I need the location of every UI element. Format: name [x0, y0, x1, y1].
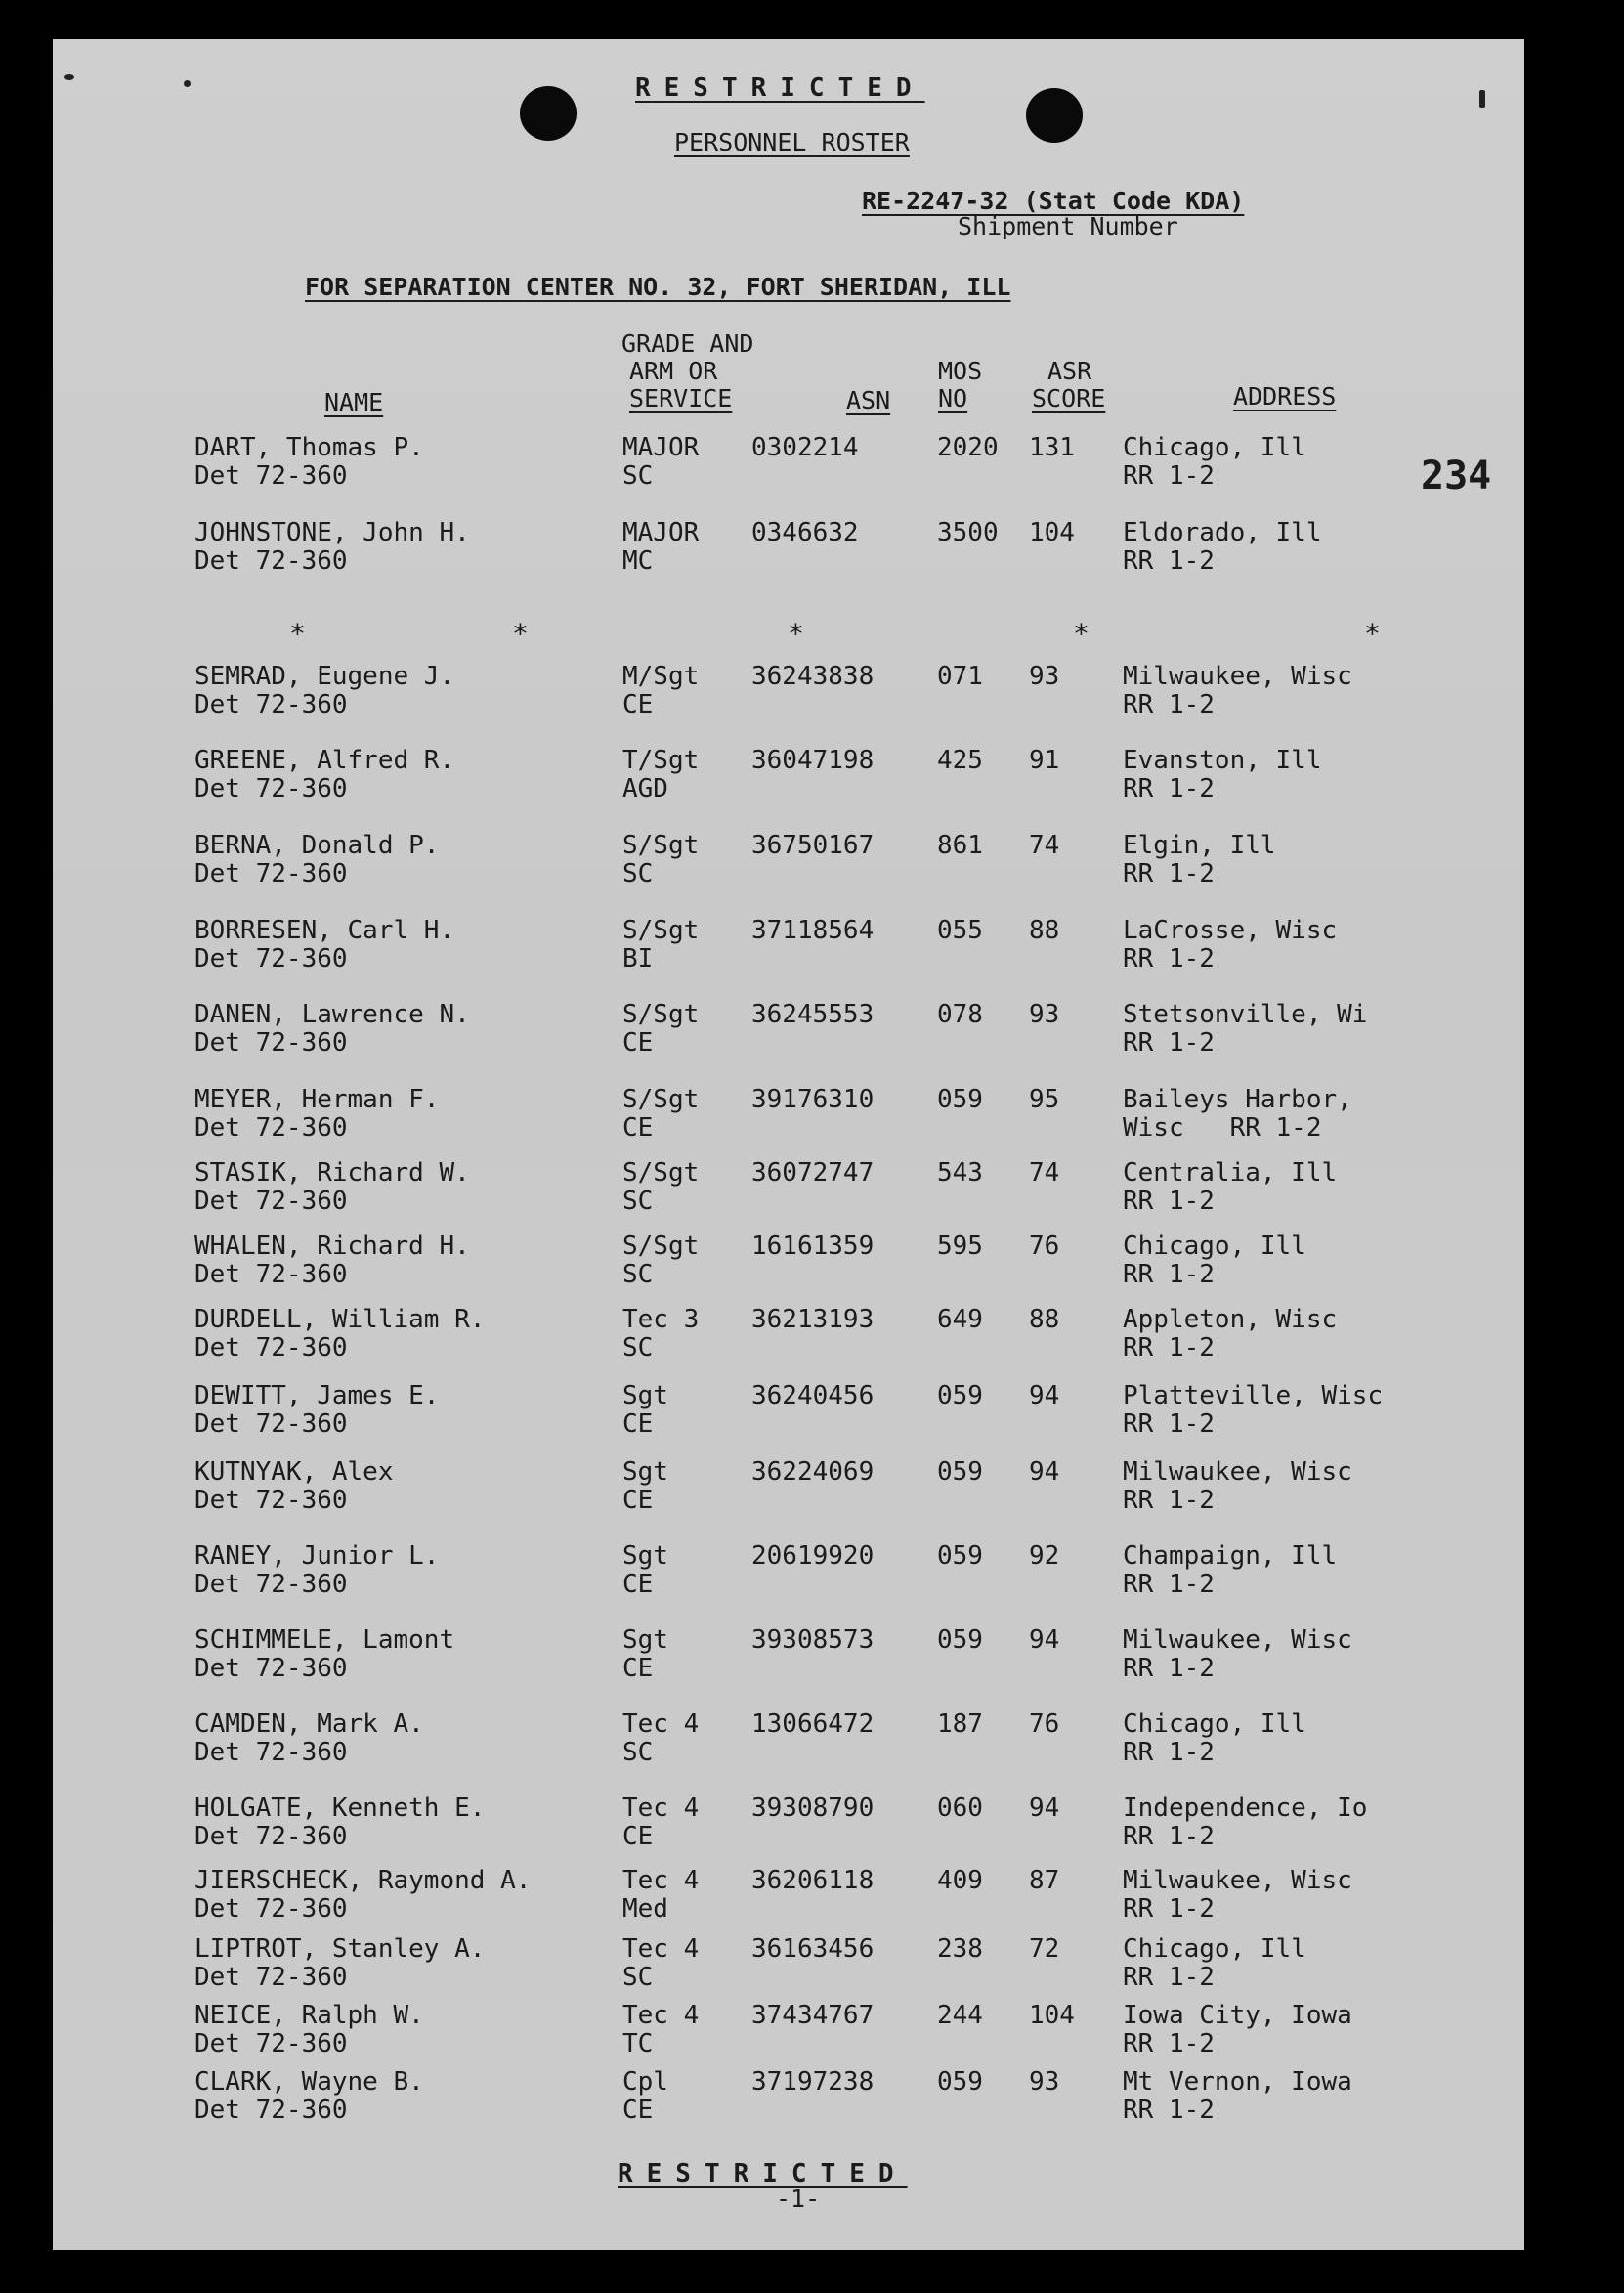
service: TC [622, 2029, 654, 2058]
grade: S/Sgt [622, 1085, 700, 1114]
mos-number: 059 [937, 1625, 983, 1655]
header-asn: ASN [846, 386, 891, 414]
address-line2: RR 1-2 [1123, 546, 1215, 576]
asr-score: 87 [1029, 1866, 1060, 1895]
roster-row [53, 1306, 1524, 1384]
unit: Det 72-360 [194, 690, 348, 719]
person-name: STASIK, Richard W. [194, 1158, 470, 1188]
asr-score: 94 [1029, 1625, 1060, 1655]
service: AGD [622, 774, 668, 803]
asn: 36750167 [751, 831, 875, 860]
staple-mark-right [1479, 90, 1485, 108]
unit: Det 72-360 [194, 1738, 348, 1767]
mos-number: 595 [937, 1232, 983, 1261]
address-line1: Independence, Io [1123, 1794, 1368, 1823]
roster-row [53, 917, 1524, 995]
address-line2: RR 1-2 [1123, 2029, 1215, 2058]
mos-number: 059 [937, 1381, 983, 1410]
asn: 0302214 [751, 433, 859, 462]
asn: 36213193 [751, 1305, 875, 1334]
asn: 37118564 [751, 916, 875, 945]
shipment-label: Shipment Number [958, 212, 1178, 240]
punch-hole-right [1026, 88, 1083, 143]
grade: S/Sgt [622, 831, 700, 860]
service: CE [622, 1028, 654, 1058]
destination-line: FOR SEPARATION CENTER NO. 32, FORT SHERIDAN, ILL [305, 273, 1011, 301]
asr-score: 94 [1029, 1457, 1060, 1487]
header-name: NAME [324, 388, 384, 416]
asr-score: 94 [1029, 1381, 1060, 1410]
asr-score: 104 [1029, 2001, 1075, 2030]
address-line1: Chicago, Ill [1123, 1709, 1306, 1739]
person-name: DART, Thomas P. [194, 433, 424, 462]
person-name: CAMDEN, Mark A. [194, 1709, 424, 1739]
address-line2: RR 1-2 [1123, 1738, 1215, 1767]
footer-page-number: -1- [776, 2185, 821, 2213]
grade: Tec 4 [622, 1794, 700, 1823]
shipment-code: RE-2247-32 (Stat Code KDA) [862, 187, 1245, 215]
asn: 36243838 [751, 662, 875, 691]
punch-hole-left [520, 86, 577, 141]
separator-star: * [289, 618, 306, 650]
separator-star: * [512, 618, 529, 650]
service: SC [622, 859, 654, 888]
service: SC [622, 1260, 654, 1289]
address-line2: Wisc RR 1-2 [1123, 1113, 1322, 1143]
person-name: JIERSCHECK, Raymond A. [194, 1866, 532, 1895]
address-line1: Iowa City, Iowa [1123, 2001, 1352, 2030]
roster-row [53, 1001, 1524, 1079]
address-line2: RR 1-2 [1123, 1028, 1215, 1058]
unit: Det 72-360 [194, 1409, 348, 1439]
service: SC [622, 1333, 654, 1363]
address-line1: LaCrosse, Wisc [1123, 916, 1338, 945]
address-line1: Stetsonville, Wi [1123, 1000, 1368, 1029]
roster-row [53, 832, 1524, 910]
service: CE [622, 1486, 654, 1515]
address-line1: Chicago, Ill [1123, 1934, 1306, 1964]
address-line1: Milwaukee, Wisc [1123, 1866, 1352, 1895]
person-name: DANEN, Lawrence N. [194, 1000, 470, 1029]
unit: Det 72-360 [194, 1333, 348, 1363]
asn: 36245553 [751, 1000, 875, 1029]
person-name: BERNA, Donald P. [194, 831, 440, 860]
unit: Det 72-360 [194, 1570, 348, 1599]
person-name: MEYER, Herman F. [194, 1085, 440, 1114]
asr-score: 131 [1029, 433, 1075, 462]
mos-number: 3500 [937, 518, 999, 547]
unit: Det 72-360 [194, 859, 348, 888]
asn: 0346632 [751, 518, 859, 547]
service: SC [622, 461, 654, 491]
address-line1: Mt Vernon, Iowa [1123, 2067, 1352, 2097]
roster-row [53, 1086, 1524, 1164]
roster-title: PERSONNEL ROSTER [674, 128, 910, 156]
roster-page [53, 39, 1524, 2250]
unit: Det 72-360 [194, 1486, 348, 1515]
separator-star: * [1364, 618, 1381, 650]
asn: 39176310 [751, 1085, 875, 1114]
asn: 36072747 [751, 1158, 875, 1188]
header-asr-1: ASR [1047, 357, 1092, 385]
separator-stars [53, 618, 1524, 650]
service: CE [622, 1113, 654, 1143]
grade: T/Sgt [622, 746, 700, 775]
mos-number: 244 [937, 2001, 983, 2030]
grade: S/Sgt [622, 1158, 700, 1188]
person-name: HOLGATE, Kenneth E. [194, 1794, 486, 1823]
unit: Det 72-360 [194, 2096, 348, 2125]
person-name: KUTNYAK, Alex [194, 1457, 394, 1487]
grade: Tec 4 [622, 1866, 700, 1895]
asn: 36047198 [751, 746, 875, 775]
address-line1: Champaign, Ill [1123, 1541, 1338, 1571]
address-line2: RR 1-2 [1123, 1486, 1215, 1515]
service: SC [622, 1963, 654, 1992]
address-line2: RR 1-2 [1123, 1654, 1215, 1683]
person-name: CLARK, Wayne B. [194, 2067, 424, 2097]
person-name: JOHNSTONE, John H. [194, 518, 470, 547]
unit: Det 72-360 [194, 1260, 348, 1289]
mos-number: 059 [937, 1457, 983, 1487]
asn: 36240456 [751, 1381, 875, 1410]
header-grade-2: ARM OR [629, 357, 718, 385]
address-line1: Elgin, Ill [1123, 831, 1276, 860]
asr-score: 88 [1029, 916, 1060, 945]
unit: Det 72-360 [194, 1187, 348, 1216]
asn: 39308573 [751, 1625, 875, 1655]
service: CE [622, 1409, 654, 1439]
roster-row [53, 434, 1524, 512]
mos-number: 2020 [937, 433, 999, 462]
person-name: RANEY, Junior L. [194, 1541, 440, 1571]
service: Med [622, 1894, 668, 1924]
unit: Det 72-360 [194, 1028, 348, 1058]
unit: Det 72-360 [194, 1894, 348, 1924]
header-mos-2: NO [938, 384, 968, 412]
grade: Sgt [622, 1625, 668, 1655]
grade: S/Sgt [622, 1000, 700, 1029]
service: CE [622, 690, 654, 719]
person-name: GREENE, Alfred R. [194, 746, 455, 775]
asr-score: 88 [1029, 1305, 1060, 1334]
header-grade-3: SERVICE [629, 384, 733, 412]
unit: Det 72-360 [194, 1113, 348, 1143]
address-line2: RR 1-2 [1123, 944, 1215, 973]
mos-number: 861 [937, 831, 983, 860]
unit: Det 72-360 [194, 546, 348, 576]
address-line1: Platteville, Wisc [1123, 1381, 1384, 1410]
service: SC [622, 1738, 654, 1767]
grade: Tec 4 [622, 1934, 700, 1964]
header-asr-2: SCORE [1032, 384, 1106, 412]
mos-number: 425 [937, 746, 983, 775]
address-line2: RR 1-2 [1123, 774, 1215, 803]
roster-row [53, 1795, 1524, 1873]
mos-number: 059 [937, 1085, 983, 1114]
roster-row [53, 1233, 1524, 1311]
asr-score: 93 [1029, 1000, 1060, 1029]
address-line1: Chicago, Ill [1123, 433, 1306, 462]
unit: Det 72-360 [194, 461, 348, 491]
person-name: LIPTROT, Stanley A. [194, 1934, 486, 1964]
address-line1: Milwaukee, Wisc [1123, 1625, 1352, 1655]
grade: Sgt [622, 1541, 668, 1571]
address-line1: Evanston, Ill [1123, 746, 1322, 775]
address-line1: Milwaukee, Wisc [1123, 662, 1352, 691]
service: CE [622, 1570, 654, 1599]
asn: 39308790 [751, 1794, 875, 1823]
ink-speck [184, 80, 191, 87]
address-line2: RR 1-2 [1123, 1187, 1215, 1216]
address-line2: RR 1-2 [1123, 1894, 1215, 1924]
asn: 20619920 [751, 1541, 875, 1571]
address-line1: Chicago, Ill [1123, 1232, 1306, 1261]
mos-number: 187 [937, 1709, 983, 1739]
service: BI [622, 944, 654, 973]
grade: MAJOR [622, 433, 700, 462]
address-line1: Eldorado, Ill [1123, 518, 1322, 547]
person-name: WHALEN, Richard H. [194, 1232, 470, 1261]
address-line1: Baileys Harbor, [1123, 1085, 1352, 1114]
asr-score: 104 [1029, 518, 1075, 547]
grade: Tec 4 [622, 2001, 700, 2030]
address-line2: RR 1-2 [1123, 1333, 1215, 1363]
unit: Det 72-360 [194, 1654, 348, 1683]
asr-score: 92 [1029, 1541, 1060, 1571]
asr-score: 91 [1029, 746, 1060, 775]
mos-number: 060 [937, 1794, 983, 1823]
mos-number: 409 [937, 1866, 983, 1895]
grade: S/Sgt [622, 916, 700, 945]
unit: Det 72-360 [194, 1963, 348, 1992]
asr-score: 93 [1029, 662, 1060, 691]
roster-row [53, 1710, 1524, 1789]
address-line2: RR 1-2 [1123, 1963, 1215, 1992]
address-line1: Centralia, Ill [1123, 1158, 1338, 1188]
grade: S/Sgt [622, 1232, 700, 1261]
person-name: DURDELL, William R. [194, 1305, 486, 1334]
roster-row [53, 1867, 1524, 1945]
separator-star: * [1073, 618, 1090, 650]
grade: Cpl [622, 2067, 668, 2097]
address-line2: RR 1-2 [1123, 690, 1215, 719]
address-line2: RR 1-2 [1123, 1409, 1215, 1439]
address-line1: Milwaukee, Wisc [1123, 1457, 1352, 1487]
separator-star: * [788, 618, 804, 650]
roster-row [53, 663, 1524, 741]
mos-number: 238 [937, 1934, 983, 1964]
grade: MAJOR [622, 518, 700, 547]
mos-number: 055 [937, 916, 983, 945]
service: SC [622, 1187, 654, 1216]
roster-row [53, 1542, 1524, 1621]
grade: Tec 3 [622, 1305, 700, 1334]
unit: Det 72-360 [194, 774, 348, 803]
address-line2: RR 1-2 [1123, 2096, 1215, 2125]
mos-number: 059 [937, 1541, 983, 1571]
unit: Det 72-360 [194, 944, 348, 973]
mos-number: 059 [937, 2067, 983, 2097]
staple-mark [64, 74, 74, 80]
address-line2: RR 1-2 [1123, 1260, 1215, 1289]
asr-score: 76 [1029, 1709, 1060, 1739]
header-mos-1: MOS [938, 357, 983, 385]
address-line2: RR 1-2 [1123, 461, 1215, 491]
mos-number: 543 [937, 1158, 983, 1188]
asr-score: 93 [1029, 2067, 1060, 2097]
person-name: SCHIMMELE, Lamont [194, 1625, 455, 1655]
service: CE [622, 2096, 654, 2125]
asn: 16161359 [751, 1232, 875, 1261]
asn: 13066472 [751, 1709, 875, 1739]
mos-number: 071 [937, 662, 983, 691]
address-line1: Appleton, Wisc [1123, 1305, 1338, 1334]
corner-page-number: 234 [1421, 454, 1492, 498]
address-line2: RR 1-2 [1123, 1570, 1215, 1599]
roster-row [53, 519, 1524, 597]
header-address: ADDRESS [1233, 382, 1337, 411]
person-name: NEICE, Ralph W. [194, 2001, 424, 2030]
classification-bottom: RESTRICTED [618, 2159, 908, 2188]
asn: 37434767 [751, 2001, 875, 2030]
header-grade-1: GRADE AND [621, 329, 754, 358]
asr-score: 74 [1029, 831, 1060, 860]
roster-row [53, 1458, 1524, 1536]
mos-number: 649 [937, 1305, 983, 1334]
grade: Sgt [622, 1457, 668, 1487]
person-name: BORRESEN, Carl H. [194, 916, 455, 945]
grade: Tec 4 [622, 1709, 700, 1739]
asr-score: 76 [1029, 1232, 1060, 1261]
roster-row [53, 1626, 1524, 1705]
roster-row [53, 2068, 1524, 2146]
service: MC [622, 546, 654, 576]
asr-score: 95 [1029, 1085, 1060, 1114]
classification-top: RESTRICTED [635, 73, 925, 103]
service: CE [622, 1654, 654, 1683]
asr-score: 72 [1029, 1934, 1060, 1964]
mos-number: 078 [937, 1000, 983, 1029]
asn: 36206118 [751, 1866, 875, 1895]
roster-row [53, 747, 1524, 825]
person-name: DEWITT, James E. [194, 1381, 440, 1410]
asn: 36163456 [751, 1934, 875, 1964]
asn: 37197238 [751, 2067, 875, 2097]
grade: Sgt [622, 1381, 668, 1410]
roster-row [53, 1159, 1524, 1237]
address-line2: RR 1-2 [1123, 859, 1215, 888]
person-name: SEMRAD, Eugene J. [194, 662, 455, 691]
service: CE [622, 1822, 654, 1851]
unit: Det 72-360 [194, 2029, 348, 2058]
address-line2: RR 1-2 [1123, 1822, 1215, 1851]
grade: M/Sgt [622, 662, 700, 691]
asn: 36224069 [751, 1457, 875, 1487]
asr-score: 94 [1029, 1794, 1060, 1823]
asr-score: 74 [1029, 1158, 1060, 1188]
unit: Det 72-360 [194, 1822, 348, 1851]
roster-row [53, 1382, 1524, 1460]
